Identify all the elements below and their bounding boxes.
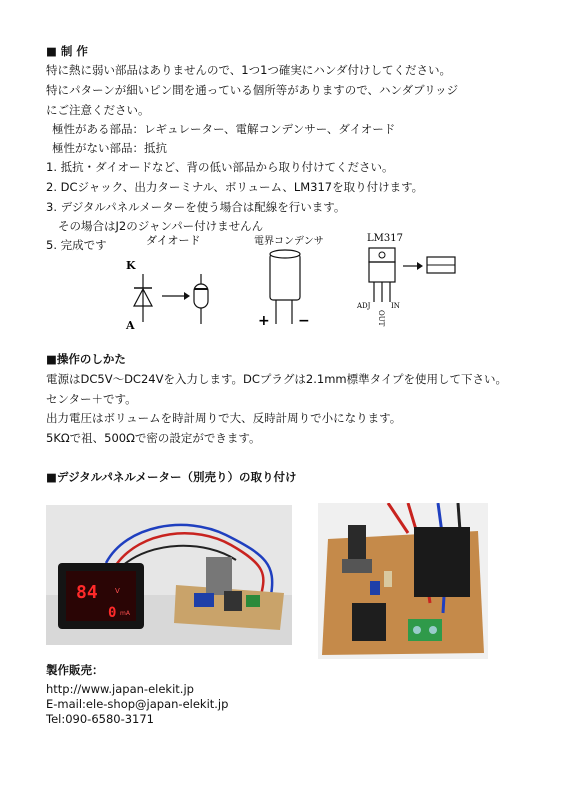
lm317-out: OUT — [377, 310, 385, 327]
make-step-3: 3. デジタルパネルメーターを使う場合は配線を行います。 — [46, 200, 346, 214]
footer-tel: Tel:090-6580-3171 — [46, 712, 154, 726]
make-line-3: にご注意ください。 — [46, 103, 150, 117]
photo-meter-wiring — [46, 505, 292, 645]
operate-line-2: センター＋です。 — [46, 392, 137, 406]
meter-amps: 0 — [108, 605, 117, 621]
make-polarity-yes: 極性がある部品：レギュレーター、電解コンデンサー、ダイオード — [52, 122, 396, 136]
diode-body — [194, 284, 208, 308]
make-step-2: 2. DCジャック、出力ターミナル、ボリューム、LM317を取り付けます。 — [46, 180, 424, 194]
make-line-2: 特にパターンが細いピン間を通っている個所等がありますので、ハンダブリッジ — [46, 83, 459, 97]
section-operate-heading: ■操作のしかた — [46, 352, 126, 366]
make-step-3-note: その場合はJ2のジャンパー付けませんん — [58, 219, 264, 233]
heatsink — [206, 557, 232, 595]
meter-volts: 84 — [76, 582, 98, 603]
operate-line-3: 出力電圧はボリュームを時計周りで大、反時計周りで小になります。 — [46, 411, 402, 425]
lm317-tab — [369, 248, 395, 262]
meter-amp-unit: mA — [120, 610, 130, 617]
footer-title: 製作販売： — [46, 663, 104, 677]
lm317-adj: ADJ — [357, 302, 371, 310]
footer-email[interactable]: E-mail:ele-shop@japan-elekit.jp — [46, 697, 229, 711]
diode-a-label: A — [126, 319, 135, 332]
meter-volt-unit: V — [115, 587, 120, 595]
capacitor-plus: + — [258, 313, 270, 329]
diode-diagram — [118, 232, 238, 342]
make-line-1: 特に熱に弱い部品はありませんので、1つ1つ確実にハンダ付けしてください。 — [46, 63, 451, 77]
lm317-title: LM317 — [367, 233, 403, 244]
heatsink-large — [414, 527, 470, 597]
capacitor-title: 電界コンデンサ — [254, 236, 324, 247]
dc-jack — [352, 603, 386, 641]
make-polarity-no: 極性がない部品：抵抗 — [52, 141, 167, 155]
diode-arrow-head — [184, 292, 190, 300]
section-meter-heading: ■デジタルパネルメーター（別売り）の取り付け — [46, 470, 297, 484]
operate-line-4: 5KΩで祖、500Ωで密の設定ができます。 — [46, 431, 261, 445]
make-step-1: 1. 抵抗・ダイオードなど、背の低い部品から取り付けてください。 — [46, 160, 394, 174]
capacitor-minus: − — [298, 313, 310, 329]
diode-k-label: K — [126, 259, 136, 272]
photo-pcb-closeup — [318, 503, 488, 659]
footer-url[interactable]: http://www.japan-elekit.jp — [46, 682, 194, 696]
capacitor-body — [270, 254, 300, 300]
section-make-heading: ■ 制 作 — [46, 44, 88, 58]
lm317-in: IN — [391, 302, 400, 310]
make-step-5: 5. 完成です — [46, 238, 107, 252]
operate-line-1: 電源はDC5V〜DC24Vを入力します。DCプラグは2.1mm標準タイプを使用して下さい。 — [46, 372, 508, 386]
capacitor-diagram — [248, 232, 328, 342]
diode-title: ダイオード — [146, 234, 201, 247]
lm317-diagram — [355, 230, 475, 342]
lm317-body — [369, 262, 395, 282]
